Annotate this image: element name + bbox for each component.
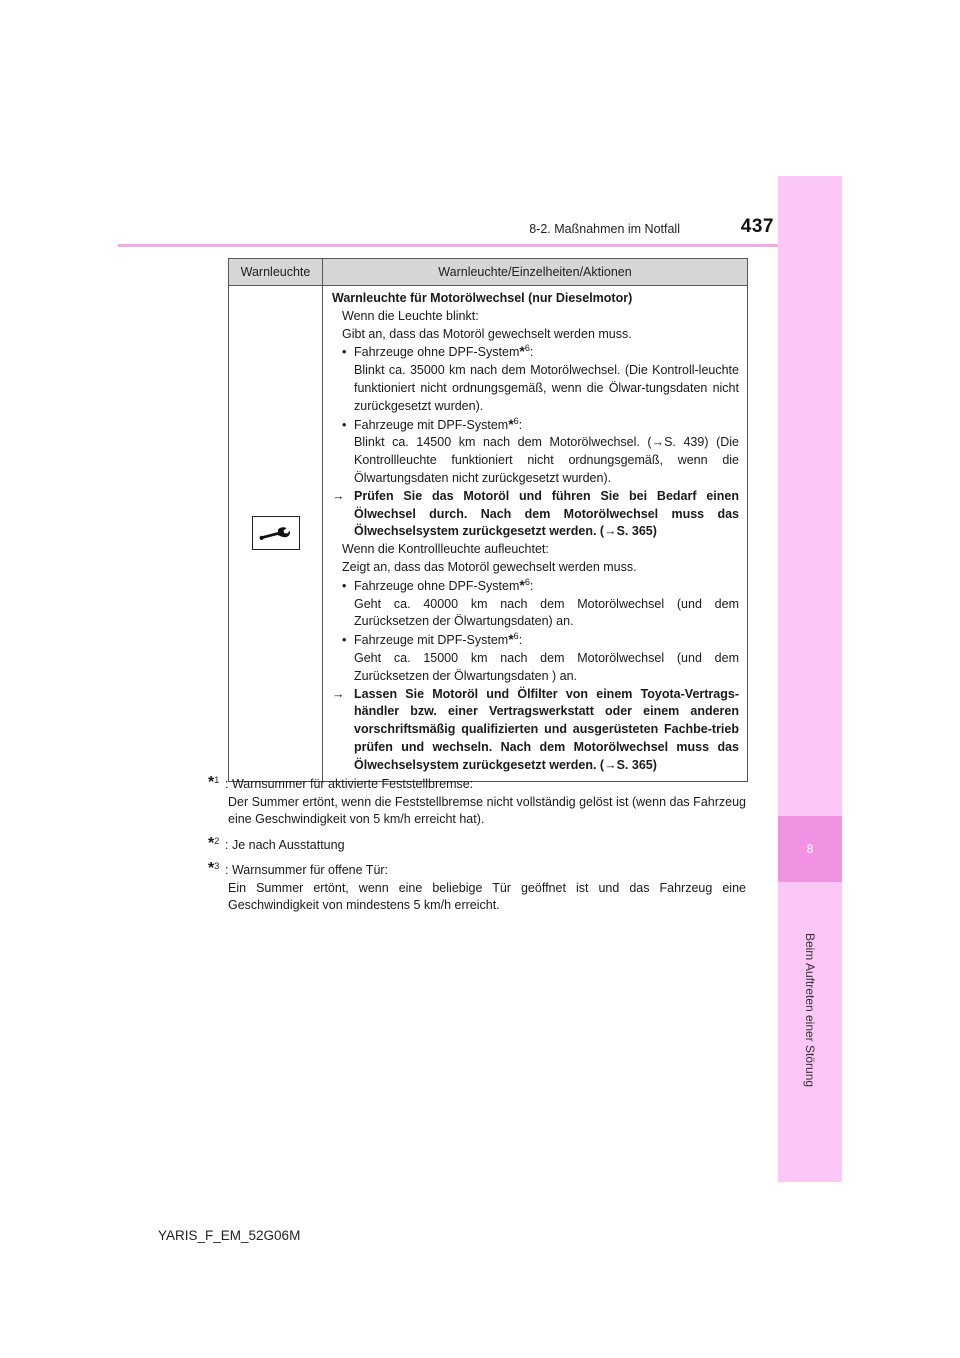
bullet-label: Fahrzeuge ohne DPF-System	[354, 345, 520, 360]
list-item: • Fahrzeuge mit DPF-System*$^6$:	[342, 631, 523, 648]
bullet-label: Fahrzeuge mit DPF-System	[354, 633, 509, 648]
blink-dpf-text: Blinkt ca. 14500 km nach dem Motorölwechsel. (→S. 439) (Die Kontrollleuchte funktioniert nicht ordnungsgemäß, wenn die Ölwartungsdaten nicht zurückgesetzt wurden).	[354, 435, 739, 485]
footnote: *$^1$ : Warnsummer für aktivierte Feststellbremse: Der Summer ertönt, wenn die Feststellbremse nicht vollständig gelöst ist (wenn das Fahrzeug eine Geschwindigkeit von 5 km/h erreicht hat).	[208, 776, 746, 829]
bullet-label: Fahrzeuge mit DPF-System	[354, 417, 509, 432]
footnote-mark: *$^2$	[208, 834, 220, 852]
table-header-light: Warnleuchte	[229, 259, 323, 285]
action-item	[332, 488, 739, 541]
footnote-text: Ein Summer ertönt, wenn eine beliebige Tür geöffnet ist und das Fahrzeug eine Geschwindigkeit von mindestens 5 km/h erreicht.	[228, 880, 746, 912]
footnotes	[208, 776, 746, 923]
lit-heading: Wenn die Kontrollleuchte aufleuchtet:	[342, 542, 549, 557]
wrench-icon	[257, 524, 295, 542]
arrow-icon: →	[332, 488, 345, 503]
footnote-mark: *$^1$	[208, 774, 220, 791]
blink-no-dpf-text: Blinkt ca. 35000 km nach dem Motorölwechsel. (Die Kontroll-leuchte funktioniert nicht ordnungsgemäß, wenn die Ölwar-tungsdaten nicht zurückgesetzt wurden).	[354, 363, 739, 413]
footnote-ref: 6	[513, 631, 519, 642]
chapter-title: Beim Auftreten einer Störung	[803, 932, 817, 1088]
footnote: *$^3$ : Warnsummer für offene Tür: Ein Summer ertönt, wenn eine beliebige Tür geöffnet ist und das Fahrzeug eine Geschwindigkeit von mindestens 5 km/h erreicht.	[208, 862, 746, 915]
table-header-details: Warnleuchte/Einzelheiten/Aktionen	[438, 265, 632, 279]
lit-intro: Zeigt an, dass das Motoröl gewechselt werden muss.	[342, 559, 637, 574]
oil-change-indicator	[252, 516, 300, 550]
lit-dpf-text: Geht ca. 15000 km nach dem Motorölwechsel (und dem Zurücksetzen der Ölwartungsdaten ) an.	[354, 650, 739, 683]
footnote-ref: 6	[524, 576, 530, 587]
arrow-icon: →	[332, 686, 345, 701]
details-cell	[323, 286, 747, 781]
footnote: *$^2$ : Je nach Ausstattung	[208, 834, 345, 852]
section-title: 8-2. Maßnahmen im Notfall	[529, 222, 680, 236]
header-rule	[118, 244, 842, 247]
footnote-lead: Je nach Ausstattung	[231, 837, 345, 852]
icon-cell	[229, 286, 323, 781]
table-header-row	[229, 259, 747, 286]
footnote-lead: Warnsummer für offene Tür:	[231, 863, 389, 877]
footnote-ref: 6	[524, 343, 530, 354]
list-item: • Fahrzeuge mit DPF-System*$^6$:	[342, 415, 523, 432]
chapter-number: 8	[806, 842, 814, 856]
page-number: 437	[740, 216, 774, 237]
footnote-ref: 6	[513, 415, 519, 426]
lit-no-dpf-text: Geht ca. 40000 km nach dem Motorölwechsel (und dem Zurücksetzen der Ölwartungsdaten) an.	[354, 596, 739, 629]
warning-light-table	[228, 258, 748, 782]
list-item: • Fahrzeuge ohne DPF-System*$^6$:	[342, 343, 534, 360]
chapter-number-box	[778, 816, 842, 882]
footnote-lead: Warnsummer für aktivierte Feststellbremse:	[231, 777, 474, 791]
blink-heading: Wenn die Leuchte blinkt:	[342, 308, 479, 323]
blink-action: Prüfen Sie das Motoröl und führen Sie bei Bedarf einen Ölwechsel durch. Nach dem Motorölwechsel muss das Ölwechselsystem zurückgesetzt werden. (→S. 365)	[354, 488, 739, 539]
lit-action: Lassen Sie Motoröl und Ölfilter von einem Toyota-Vertrags-händler bzw. einer Vertragswerkstatt oder einem anderen vorschriftsmäßig qualifizierten und ausgerüsteten Fachbe-trieb prüfen und wechseln. Nach dem Motorölwechsel muss das Ölwechselsystem zurückgesetzt werden. (→S. 365)	[354, 686, 739, 772]
table-row	[229, 286, 747, 781]
bullet-label: Fahrzeuge ohne DPF-System	[354, 578, 520, 593]
list-item: • Fahrzeuge ohne DPF-System*$^6$:	[342, 576, 534, 593]
action-item	[332, 686, 739, 775]
document-code: YARIS_F_EM_52G06M	[158, 1228, 301, 1243]
footnote-mark: *$^3$	[208, 860, 220, 877]
blink-intro: Gibt an, dass das Motoröl gewechselt werden muss.	[342, 326, 632, 341]
light-title: Warnleuchte für Motorölwechsel (nur Dieselmotor)	[332, 291, 633, 305]
footnote-text: Der Summer ertönt, wenn die Feststellbremse nicht vollständig gelöst ist (wenn das Fahrzeug eine Geschwindigkeit von 5 km/h erreicht hat).	[228, 794, 746, 826]
